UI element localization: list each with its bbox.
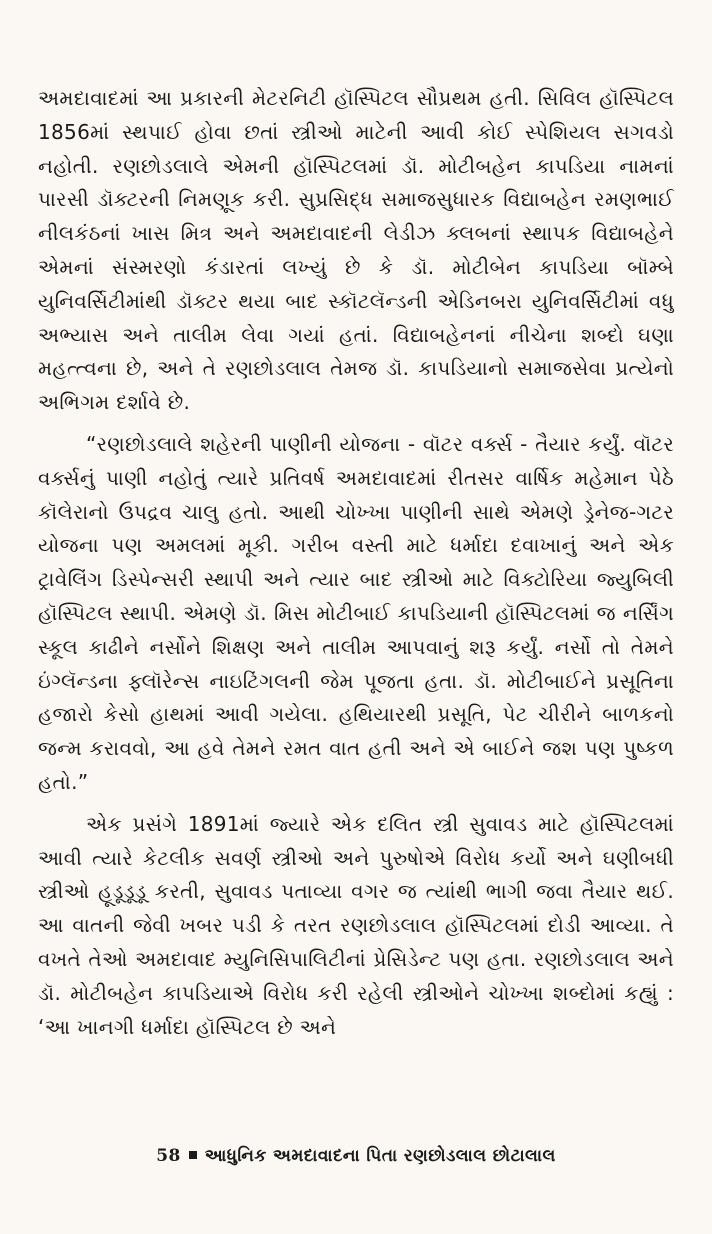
paragraph-1: અમદાવાદમાં આ પ્રકારની મેટરનિટી હૉસ્પિટલ સૌપ્રથમ હતી. સિવિલ હૉસ્પિટલ 1856માં સ્થપાઈ હોવા છતાં સ્ત્રીઓ માટેની આવી કોઈ સ્પેશિયલ સગવડો નહોતી. રણછોડલાલે એમની હૉસ્પિટલમાં ડૉ. મોટીબહેન કાપડિયા નામનાં પારસી ડૉક્ટરની નિમણૂક કરી. સુપ્રસિદ્ધ સમાજસુધારક વિદ્યાબહેન રમણભાઈ નીલકંઠનાં ખાસ મિત્ર અને અમદાવાદની લેડીઝ ક્લબનાં સ્થાપક વિદ્યાબહેને એમનાં સંસ્મરણો કંડારતાં લખ્યું છે કે ડૉ. મોટીબેન કાપડિયા બૉમ્બે યુનિવર્સિટીમાંથી ડૉક્ટર થયા બાદ સ્કૉટલૅન્ડની એડિનબરા યુનિવર્સિટીમાં વધુ અભ્યાસ અને તાલીમ લેવા ગયાં હતાં. વિદ્યાબહેનનાં નીચેના શબ્દો ઘણા મહત્ત્વના છે, અને તે રણછોડલાલ તેમજ ડૉ. કાપડિયાનો સમાજસેવા પ્રત્યેનો અભિગમ દર્શાવે છે. (38, 86, 674, 415)
paragraph-2-quote: “રણછોડલાલે શહેરની પાણીની યોજના - વૉટર વર્ક્સ - તૈયાર કર્યું. વૉટર વર્ક્સનું પાણી નહોતું ત્યારે પ્રતિવર્ષ અમદાવાદમાં રીતસર વાર્ષિક મહેમાન પેઠે કૉલેરાનો ઉપદ્રવ ચાલુ હતો. આથી ચોખ્ખા પાણીની સાથે એમણે ડ્રેનેજ-ગટર યોજના પણ અમલમાં મૂકી. ગરીબ વસ્તી માટે ધર્માદા દવાખાનું અને એક ટ્રાવેલિંગ ડિસ્પેન્સરી સ્થાપી અને ત્યાર બાદ સ્ત્રીઓ માટે વિક્ટોરિયા જ્યુબિલી હૉસ્પિટલ સ્થાપી. એમણે ડૉ. મિસ મોટીબાઈ કાપડિયાની હૉસ્પિટલમાં જ નર્સિંગ સ્કૂલ કાઢીને નર્સોને શિક્ષણ અને તાલીમ આપવાનું શરૂ કર્યું. નર્સો તો તેમને ઇંગ્લૅન્ડના ફ્લૉરેન્સ નાઇટિંગલની જેમ પૂજતા હતા. ડૉ. મોટીબાઈને પ્રસૂતિના હજારો કેસો હાથમાં આવી ગયેલા. હથિયારથી પ્રસૂતિ, પેટ ચીરીને બાળકનો જન્મ કરાવવો, આ હવે તેમને રમત વાત હતી અને એ બાઈને જશ પણ પુષ્કળ હતો.” (38, 431, 674, 794)
page-number: 58 (156, 1146, 181, 1166)
running-footer (0, 1146, 712, 1166)
book-title: આધુનિક અમદાવાદના પિતા રણછોડલાલ છોટાલાલ (204, 1146, 556, 1166)
body-text (38, 82, 674, 1052)
paragraph-3: એક પ્રસંગે 1891માં જ્યારે એક દલિત સ્ત્રી સુવાવડ માટે હૉસ્પિટલમાં આવી ત્યારે કેટલીક સવર્ણ સ્ત્રીઓ અને પુરુષોએ વિરોધ કર્યો અને ઘણીબધી સ્ત્રીઓ હૂડૂડૂડૂ કરતી, સુવાવડ પતાવ્યા વગર જ ત્યાંથી ભાગી જવા તૈયાર થઈ. આ વાતની જેવી ખબર પડી કે તરત રણછોડલાલ હૉસ્પિટલમાં દોડી આવ્યા. તે વખતે તેઓ અમદાવાદ મ્યુનિસિપાલિટીનાં પ્રેસિડેન્ટ પણ હતા. રણછોડલાલ અને ડૉ. મોટીબહેન કાપડિયાએ વિરોધ કરી રહેલી સ્ત્રીઓને ચોખ્ખા શબ્દોમાં કહ્યું : ‘આ ખાનગી ધર્માદા હૉસ્પિટલ છે અને (38, 811, 674, 1039)
square-bullet-icon (189, 1151, 197, 1159)
